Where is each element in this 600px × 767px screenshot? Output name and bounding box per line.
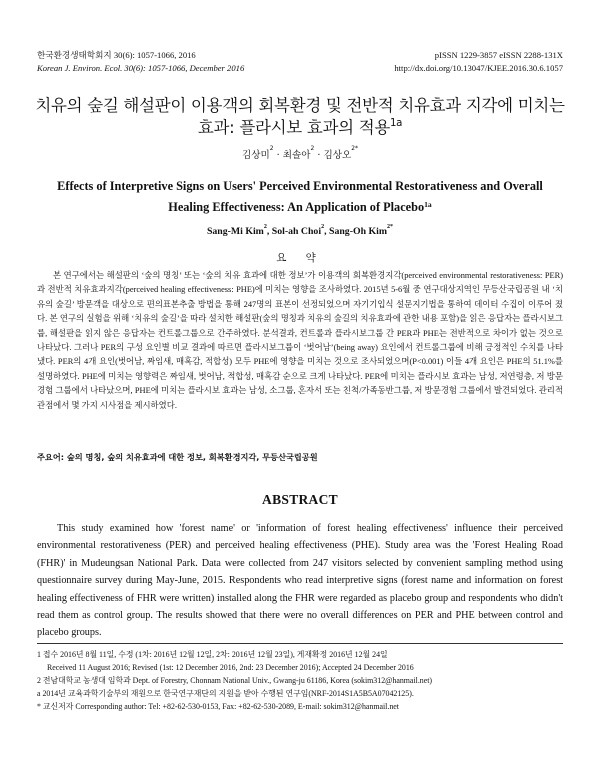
footnote-affiliation: 2 전남대학교 농생대 임학과 Dept. of Forestry, Chonnam National Univ., Gwang-ju 61186, Korea (sokim312@hanmail.net)	[37, 675, 433, 685]
author-separator: ·	[314, 150, 324, 161]
korean-authors	[0, 144, 600, 161]
korean-title-sup: 1a	[389, 118, 403, 130]
author-separator: ,	[324, 226, 329, 237]
author-3-affil: 2*	[351, 144, 359, 152]
footnote-received-korean: 1 접수 2016년 8월 11일, 수정 (1차: 2016년 12월 12일, 2차: 2016년 12월 23일), 게재확정 2016년 12월 24일	[37, 650, 388, 659]
author-1-affil: 2	[263, 223, 267, 230]
doi-link[interactable]: http://dx.doi.org/10.13047/KJEE.2016.30.6.1057	[394, 62, 563, 73]
author-3-korean: 김상오	[323, 150, 352, 161]
english-abstract-heading: ABSTRACT	[262, 492, 338, 507]
korean-abstract	[37, 269, 563, 413]
footnote-received-english: Received 11 August 2016; Revised (1st: 12 December 2016, 2nd: 23 December 2016); Accepted 24 December 2016	[47, 662, 414, 672]
author-3-affil: 2*	[386, 223, 394, 230]
korean-abstract-text: 본 연구에서는 해설판의 ‘숲의 명칭’ 또는 ‘숲의 치유 효과에 대한 정보’가 이용객의 회복환경지각(perceived environmental restorativeness: PER)과 전반적 치유효과지각(perceived healing effectiveness: PHE)에 미치는 영향을 조사하였다. 2015년 5-6월 중 연구대상지역인 무등산국립공원 내 ‘치유의 숲길’ 방문객을 대상으로 편의표본추출 방법을 통해 247명의 표본이 선정되었으며 자기기입식 설문지기법을 통하여 데이터 수집이 이루어 졌다. 본 연구의 실험을 위해 ‘치유의 숲길’을 따라 설치한 해설판(숲의 명칭과 치유의 숲길의 치유효과에 관한 내용 포함)을 읽은 응답자는 플라시보그룹, 해설판을 읽지 않은 응답자는 컨트롤그룹으로 간주하였다. 분석결과, 컨트롤과 플라시보그룹 간 PER과 PHE는 전반적으로 차이가 없는 것으로 나타났다. 그러나 PER의 구성 요인별 비교 결과에 따르면 플라시보그룹이 ‘벗어남’(being away) 요인에서 컨트롤그룹에 비해 긍정적인 수치를 나타냈다. PER의 4개 요인(벗어남, 짜임새, 매혹감, 적합성) 모두 PHE에 영향을 미치는 것으로 조사되었으며(P<0.001) 이들 4개 요인은 PHE의 51.1%를 설명하였다. PHE에 미치는 영향력은 짜임새, 벗어남, 적합성, 매혹감 순으로 크게 나타났다. PER에 미치는 플라시보 효과는 남성, 저연령층, 저 방문경험 그룹에서 나타났으며, PHE에 미치는 플라시보 효과는 남성, 소그룹, 혼자서 또는 친척/가족동반그룹, 저 방문경험 그룹에서 발견되었다. 관리적 관점에서 몇 가지 시사점을 제시하였다.	[37, 271, 563, 410]
korean-keywords	[37, 452, 563, 463]
author-1-english: Sang-Mi Kim	[206, 226, 264, 237]
author-3-english: Sang-Oh Kim	[329, 226, 387, 237]
footnote-divider	[37, 643, 563, 644]
english-title	[0, 176, 600, 218]
korean-abstract-heading: 요 약	[276, 252, 324, 264]
english-title-line1: Effects of Interpretive Signs on Users' Perceived Environmental Restorativeness and Overall	[57, 179, 543, 193]
keywords-list: 숲의 명칭, 숲의 치유효과에 대한 정보, 회복환경지각, 무등산국립공원	[66, 452, 318, 462]
author-2-english: Sol-ah Choi	[271, 226, 322, 237]
korean-title-line2: 효과: 플라시보 효과의 적용	[197, 118, 390, 137]
author-separator: ,	[266, 226, 272, 237]
footnotes	[37, 649, 563, 714]
english-title-line2: Healing Effectiveness: An Application of Placebo	[168, 200, 425, 214]
footnote-corresponding-author: * 교신저자 Corresponding author: Tel: +82-62-530-0153, Fax: +82-62-530-2089, E-mail: sokim312@hanmail.net	[37, 701, 399, 711]
footnote-funding: a 2014년 교육과학기술부의 재원으로 한국연구재단의 지원을 받아 수행된 연구임(NRF-2014S1A5B5A07042125).	[37, 688, 414, 698]
author-1-korean: 김상미	[241, 150, 270, 161]
author-2-affil: 2	[321, 223, 325, 230]
author-2-korean: 최솔아	[282, 150, 311, 161]
english-title-sup: 1a	[424, 200, 432, 210]
journal-english-citation: Korean J. Environ. Ecol. 30(6): 1057-1066, December 2016	[37, 62, 245, 73]
issn: pISSN 1229-3857 eISSN 2288-131X	[434, 50, 563, 60]
author-2-affil: 2	[310, 144, 315, 152]
korean-title	[0, 95, 600, 139]
english-abstract	[37, 520, 563, 642]
english-authors	[0, 223, 600, 237]
korean-title-line1: 치유의 숲길 해설판이 이용객의 회복환경 및 전반적 치유효과 지각에 미치는	[35, 96, 565, 115]
author-separator: ·	[273, 150, 283, 161]
journal-korean-citation: 한국환경생태학회지 30(6): 1057-1066, 2016	[37, 50, 196, 60]
english-abstract-text: This study examined how 'forest name' or 'information of forest healing effectiveness' influence their perceived environmental restorativeness (PER) and perceived healing effectiveness (PHE). Study area was the 'Forest Healing Road (FHR)' in Mudeungsan National Park. Data were collected from 247 visitors selected by convenient sampling method using questionnaire survey during May-June, 2015. Respondents who read interpretive signs (forest name and information on forest healing effectiveness of FHR were written) installed along the FHR were regarded as placebo group and respondents who didn't read them as control group. The results showed that there were no overall differences on PER and PHE between control and placebo groups.	[37, 523, 563, 639]
journal-header	[37, 49, 563, 74]
author-1-affil: 2	[269, 144, 274, 152]
keywords-label: 주요어:	[37, 452, 65, 462]
